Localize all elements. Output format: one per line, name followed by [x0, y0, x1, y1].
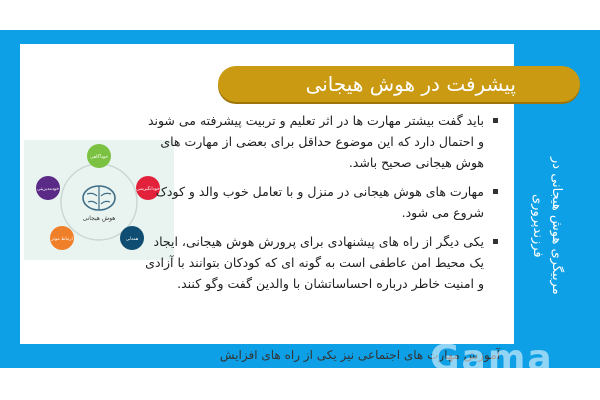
svg-text:همدلی: همدلی [125, 237, 139, 242]
side-caption: مربیگری هوش هیجانی در فرزندپروری [530, 157, 564, 295]
diagram-center-label: هوش هیجانی [82, 215, 116, 222]
node-effective-communication [50, 226, 74, 250]
node-self-management [36, 176, 60, 200]
bullet-item [140, 110, 502, 173]
bullet-item [140, 231, 502, 294]
svg-text:خودمدیریتی: خودمدیریتی [37, 187, 59, 192]
bullet-marker [493, 189, 498, 194]
bullet-marker [493, 118, 498, 123]
bullet-list [140, 110, 502, 302]
slide-title-bar [218, 66, 580, 102]
bottom-text: آموزش مهارت های اجتماعی نیز یکی از راه های افزایش [219, 348, 500, 362]
bullet-marker [493, 239, 498, 244]
slide-title: پیشرفت در هوش هیجانی [305, 72, 516, 96]
svg-text:خودآگاهی: خودآگاهی [90, 155, 108, 160]
bullet-text: مهارت های هوش هیجانی در منزل و با تعامل خوب والد و کودک شروع می شود. [155, 184, 484, 220]
bullet-item [140, 181, 502, 223]
gama-watermark: Gama [430, 338, 554, 379]
svg-text:ارتباط موثر: ارتباط موثر [51, 237, 73, 242]
svg-text:خودانگیزشی: خودانگیزشی [136, 187, 160, 192]
bullet-text: یکی دیگر از راه های پیشنهادی برای پرورش هوش هیجانی، ایجاد یک محیط امن عاطفی است به گونه ای که کودکان بتوانند با آزادی و امنیت خاطر درباره احساساتشان با والدین گفت وگو کنند. [145, 234, 484, 291]
node-self-awareness [87, 144, 111, 168]
bullet-text: باید گفت بیشتر مهارت ها در اثر تعلیم و تربیت پیشرفته می شوند و احتمال دارد که این موضوع حداقل برای بعضی از مهارت های هوش هیجانی صحیح باشد. [147, 113, 484, 170]
top-strip [0, 0, 600, 30]
